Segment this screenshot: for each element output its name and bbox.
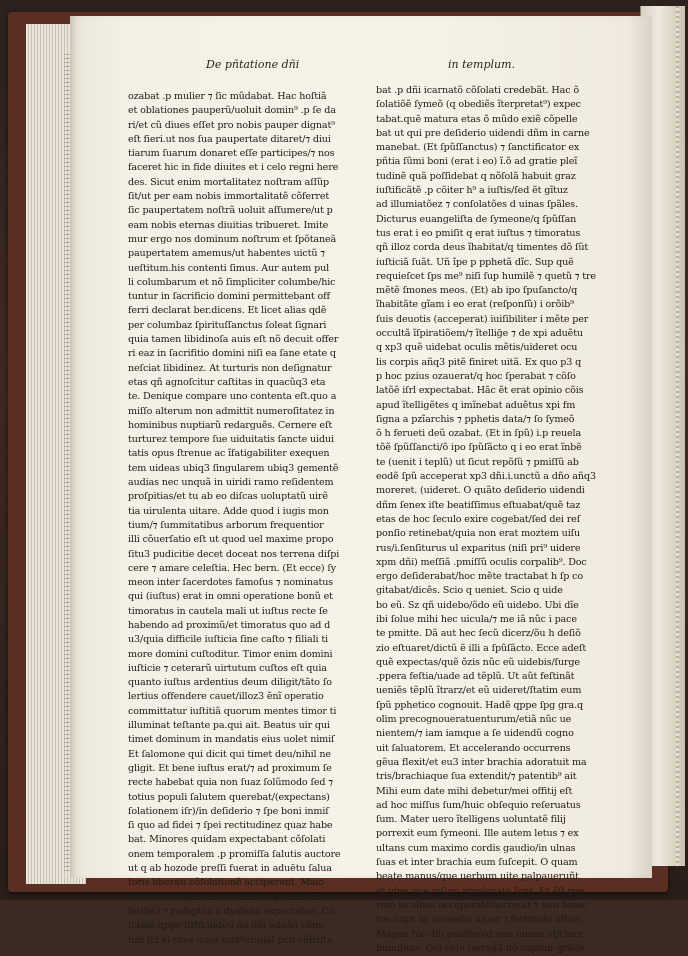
- text-line: bat ut qui pre deſiderio uidendi dñm in carne: [376, 127, 590, 139]
- text-line: gitabat/dicẽs. Scio q ueniet. Scio q uide: [376, 585, 563, 597]
- text-line: timoratus in cautela mali ut iuſtus recte ſe: [128, 605, 328, 617]
- text-line: mẽtẽ ſmones meos. (Et) ab ipo ſpuſancto/q: [376, 285, 578, 297]
- text-line: humilitas. Qui celo terraq3 nõ capitur grãde: [376, 942, 585, 954]
- text-line: ri eaz in ſacrifitio domini niſi ea ſane etate q: [128, 348, 336, 360]
- text-line: gẽua flexit/et eu3 inter brachia adoratuit ma: [376, 756, 587, 768]
- text-line: ſolationem iſr)/in deſiderio ⁊ ſpe boni inmiſ: [128, 805, 329, 817]
- text-line: eodẽ ſpũ acceperat xp3 dñi.i.unctũ a dño añq3: [376, 471, 596, 483]
- page-curl-shade: [628, 16, 652, 878]
- text-line: tium/⁊ ſummitatibus arborum frequentior: [128, 519, 324, 531]
- running-header-right: in templum.: [448, 58, 516, 71]
- text-line: ultans cum maximo cordis gaudio/in ulnas: [376, 842, 576, 854]
- text-line: occultã ĩſpiratiõem/⁊ ĩtelliḡe ⁊ de xpi aduẽtu: [376, 328, 583, 340]
- text-line: tabat.quẽ matura etas õ mũdo exiẽ cõpelle: [376, 113, 578, 125]
- text-line: gligit. Et bene iuſtus erat/⁊ ad proximum ſe: [128, 762, 332, 774]
- text-line: ſit/ut per eam nobis immortalitatẽ cõferret: [128, 191, 330, 203]
- text-line: et ulne que ipſum amplexate ſunt. Et ẽ9 pue: [376, 885, 585, 897]
- text-line: porrexit eum ſymeoni. Ille autem letus ⁊ ex: [376, 828, 579, 840]
- text-line: ſitu3 pudicitie decet doceat nos terrena diſpi: [128, 548, 340, 560]
- text-line: ſolatõ qppe iſrl/i.uidẽtĩ õu dñi aduẽ/i cãne: [128, 920, 324, 932]
- text-line: Et ſalomone qui dicit qui timet deu/nihil ne: [128, 748, 331, 760]
- text-line: uit ſaluatorem. Et accelerando occurrens: [376, 742, 571, 754]
- text-line: xpm dñi) meſſiã .pmiſſũ oculis corpalib⁹. Doc: [376, 556, 587, 568]
- text-line: res uero ut ſymeon ⁊ h⁹mõi et ſpualem cõſo: [128, 891, 332, 903]
- text-line: toris liberati cõſolationẽ acciperent. Maio: [128, 877, 325, 889]
- text-line: manebat. (Et ſpũſſanctus) ⁊ ſanctificator ex: [376, 142, 580, 154]
- text-line: eſt fieri.ut nos ſua paupertate ditaret/⁊ diui: [128, 133, 331, 145]
- text-line: cere ⁊ amare celeſtia. Hec bern. (Et ecce) ſy: [128, 562, 337, 574]
- text-line: pñtia ſũmi boni (erat i eo) ĩ.õ ad gratie pleĩ: [376, 156, 578, 168]
- text-line: bat. Minores quidam expectabant cõſolati: [128, 834, 326, 846]
- text-line: tia uirulenta uitare. Adde quod i iugis mon: [128, 505, 329, 517]
- text-line: ri/et cũ diues eſſet pro nobis pauper dignat⁹: [128, 119, 335, 131]
- text-line: latõẽ iſrl expectabat. Hãc ẽt erat opinio cõis: [376, 385, 584, 397]
- text-line: õ h ferueti deũ ozabat. (Et in ſpũ) i.p reuela: [376, 428, 582, 440]
- text-line: moreret. (uideret. O quãto deſiderio uidendi: [376, 485, 585, 497]
- text-line: bo eũ. Sz qñ uidebo/õdo eũ uidebo. Ubi dĩe: [376, 599, 579, 611]
- text-line: rus/i.ſenſiturus ul exparitus (niſi pri⁹ uidere: [376, 542, 581, 554]
- text-line: iuſticie ⁊ ceterarũ uirtutum cuſtos eſt quia: [128, 662, 327, 674]
- text-line: meon inter ſacerdotes famoſus ⁊ nominatus: [128, 577, 334, 589]
- text-column-right: [376, 84, 600, 956]
- text-line: te pmitte. Dã aut hec ſecũ dicerz/õu h deſiõ: [376, 628, 581, 640]
- text-line: dñm ſenex iſte beatiſſimus eſtuabat/quẽ taz: [376, 499, 581, 511]
- book-page: [70, 16, 652, 954]
- text-line: etas qñ agnoſcitur caſtitas in quacũq3 eta: [128, 376, 326, 388]
- text-line: lertius offendere cauet/illoz3 ẽnĩ operatio: [128, 691, 324, 703]
- text-line: Mihi eum date mihi debetur/mei offitij eſt: [376, 785, 573, 797]
- text-line: latiõe3 ⁊ redeptõz a dyabolo expectabat. Cõ: [128, 905, 335, 917]
- text-line: tris/brachiaque ſua extendit/⁊ patentib⁹ ait: [376, 771, 577, 783]
- text-line: totius populi ſalutem querebat/(expectans): [128, 791, 330, 803]
- text-line: quẽ expectas/quẽ õzis nũc eũ uidebis/ſurge: [376, 656, 580, 668]
- text-line: illuminat teſtante pa.qui ait. Beatus uir qui: [128, 720, 330, 732]
- text-line: tõẽ ſpũſſancti/õ ipo ſpũſãcto q i eo erat ĩnbẽ: [376, 442, 582, 454]
- text-line: ueniẽs tẽplũ ĩtrarz/et eũ uideret/ſtatim eum: [376, 685, 582, 697]
- text-line: li columbarum et nõ ſimpliciter columbe/hic: [128, 276, 336, 288]
- text-column-left: [128, 90, 352, 948]
- text-line: ibi ſolue mihi hec uicula/⁊ me iã nũc i pace: [376, 613, 577, 625]
- text-line: hominibus nuptiarũ redarguẽs. Cernere eſt: [128, 419, 333, 431]
- text-line: et oblationes pauperũ/uoluit domin⁹ .p ſe da: [128, 105, 336, 117]
- text-line: ſuis deuotis (acceperat) iuiſibiliter i mẽte per: [376, 313, 589, 325]
- text-line: miſſo alterum non admittit numeroſitatez in: [128, 405, 335, 417]
- text-line: quanto iuſtus ardentius deum diligit/tãto ſo: [128, 677, 332, 689]
- text-line: per columbaz ſpirituſſanctus ſoleat ſignari: [128, 319, 327, 331]
- text-line: ad hoc miſſus ſum/huic obſequio reſeruatus: [376, 799, 581, 811]
- text-line: paupertatem amemus/ut habentes uictũ ⁊: [128, 248, 325, 260]
- running-header-left: De pñtatione dñi: [206, 58, 300, 71]
- text-line: audias nec unquã in uiridi ramo reſidentem: [128, 477, 334, 489]
- text-line: tem uideas ubiq3 ſingularem ubiq3 gementẽ: [128, 462, 339, 474]
- text-line: apud ĩtelligẽtes q imĩnebat aduẽtus xpi fm: [376, 399, 576, 411]
- text-line: ozabat .p mulier ⁊ ſic mũdabat. Hac hoſtiã: [128, 91, 327, 102]
- text-line: ueſtitum.his contenti ſimus. Aur autem pul: [128, 262, 330, 274]
- text-line: nientem/⁊ iam iamque a ſe uidendũ cogno: [376, 728, 574, 740]
- text-line: rum in ulnas acceperat/ſuccreuit ⁊ non ſenec: [376, 899, 588, 911]
- text-line: te. Denique compare uno contenta eſt.quo a: [128, 391, 337, 403]
- text-line: onem temporalem .p promiſſa ſalutis auctore: [128, 848, 341, 860]
- text-line: p hoc pzius ozauerat/q hoc ſperabat ⁊ cõſo: [376, 370, 576, 382]
- text-line: illi cõuerſatio eſt ut quod uel maxime propo: [128, 534, 334, 546]
- text-line: q xp3 quẽ uidebat oculis mẽtis/uideret ocu: [376, 342, 578, 354]
- text-line: tiarum ſuarum donaret eſſe participes/⁊ nos: [128, 148, 335, 160]
- text-line: recte habebat quia non ſuaz ſolũmodo ſed ⁊: [128, 777, 333, 789]
- text-line: ad illumiatõez ⁊ conſolatões d uinas ſpãles.: [376, 199, 578, 211]
- text-line: more domini cuſtoditur. Timor enim domini: [128, 648, 333, 660]
- text-line: ut q ab hozode preſſi fuerat in aduētu ſalua: [128, 863, 332, 875]
- text-line: tus fugit ac iuuenilis uigor ⁊ fortitudo affuit: [376, 914, 580, 926]
- text-line: ſolatiõẽ ſymeõ (q obediẽs ĩterpretat⁹) expec: [376, 99, 581, 111]
- text-line: quia tamen libidinoſa auis eſt nõ decuit offer: [128, 334, 339, 346]
- text-line: zio eſtuaret/dictũ ẽ illi a ſpũſãcto. Ecce adeſt: [376, 642, 587, 654]
- text-line: ſic paupertatem noſtrã uoluit aſſumere/ut p: [128, 205, 333, 217]
- text-line: neſciat libidinez. At turturis non deſignatur: [128, 362, 332, 374]
- text-line: fuit ſci ei pres quos met⁹ozigĩal pcti cõtriſta: [128, 934, 333, 946]
- text-line: iuſticiã ſuãt. Uñ ĩpe p pphetã dĩc. Sup quẽ: [376, 256, 574, 268]
- text-line: mur ergo nos dominum noſtrum et ſpõtaneã: [128, 233, 337, 245]
- text-line: proſpitias/et tu ab eo diſcas uoluptatũ uirẽ: [128, 491, 328, 503]
- text-line: ponſio retinebat/quia non erat moztem uiſu: [376, 528, 581, 540]
- text-line: eam nobis eternas diuitias tribueret. Imite: [128, 219, 329, 231]
- text-line: ſum. Mater uero ĩtelligens uoluntatẽ filij: [376, 814, 566, 826]
- text-line: turturez tempore ſue uiduitatis ſancte uidui: [128, 434, 334, 446]
- text-line: ſpũ pphetico cognouit. Hadẽ qppe ſpg gra.q: [376, 699, 583, 711]
- text-line: etas de hoc ſeculo exire cogebat/ſed dei reſ: [376, 513, 581, 525]
- text-line: tudinẽ quã poſſidebat q nõſolã habuit graz: [376, 170, 576, 182]
- text-line: ferri declarat ber.dicens. Et licet alias qdẽ: [128, 305, 327, 317]
- text-line: te (uenit i teplũ) ut ſicut repõſũ ⁊ pmiſſũ ab: [376, 456, 579, 468]
- text-line: tatis opus ſtrenue ac ĩfatigabiliter exequen: [128, 448, 330, 460]
- text-line: lis corpis añq3 pitẽ finiret uitã. Ex quo p3 q: [376, 356, 582, 368]
- text-line: des. Sicut enim mortalitatez noſtram aſſũp: [128, 176, 330, 188]
- text-line: ſigna a pzĩarchis ⁊ pphetis data/⁊ ſo ſymeõ: [376, 413, 575, 425]
- text-line: ergo deſiderabat/hoc mẽte tractabat h ſp co: [376, 571, 584, 583]
- text-line: Magna hic dñi pñaſẽs/ed non minoz et/clarz: [376, 928, 583, 940]
- text-line: requieſcet ſps me⁹ niſi ſup humilẽ ⁊ quetũ ⁊ tre: [376, 270, 596, 282]
- text-line: u3/quia difficile iuſticia ſine caſto ⁊ filiali ti: [128, 634, 328, 646]
- text-line: faceret hic in fide diuites et i celo regni here: [128, 162, 339, 174]
- text-line: ſuas et inter brachia eum ſuſcepit. O quam: [376, 857, 578, 869]
- text-line: habendo ad proximũ/et timoratus quo ad d: [128, 619, 331, 631]
- text-line: iuſtificãtẽ .p cõiter h⁹ a iuſtis/ſed ẽt gĩtuz: [376, 185, 568, 197]
- text-line: Dicturus euangeliſta de ſymeone/q ſpũſſan: [376, 213, 577, 225]
- text-line: tuntur in ſacrificio domini permittebant off: [128, 291, 330, 303]
- text-line: .ppera feſtia/uade ad tẽplũ. Ut aũt feſtinãt: [376, 671, 575, 683]
- running-header: [70, 58, 652, 78]
- text-line: tus erat i eo pmiſit q erat iuſtus ⁊ timoratus: [376, 227, 581, 239]
- text-line: olim precognoueratuenturum/etiã nũc ue: [376, 714, 572, 726]
- text-line: bat .p dñi icarnatõ cõſolati credebãt. Hac õ: [376, 85, 579, 96]
- text-line: ĩhabitãte gĩam i eo erat (reſponſũ) i orõib⁹: [376, 299, 574, 311]
- text-line: ſi quo ad fidei ⁊ ſpei rectitudinez quaz habe: [128, 820, 333, 832]
- text-line: committatur iuſtitiã quorum mentes timor ti: [128, 705, 337, 717]
- text-line: timet dominum in mandatis eius uolet nimiſ: [128, 734, 335, 746]
- text-line: qui (iuſtus) erat in omni operatione bonũ et: [128, 591, 333, 603]
- text-line: qñ illoz corda deus ĩhabitat/q timentes dõ ſũt: [376, 242, 589, 254]
- text-line: beate manus/que uerbum uite palpaueruñt: [376, 871, 579, 883]
